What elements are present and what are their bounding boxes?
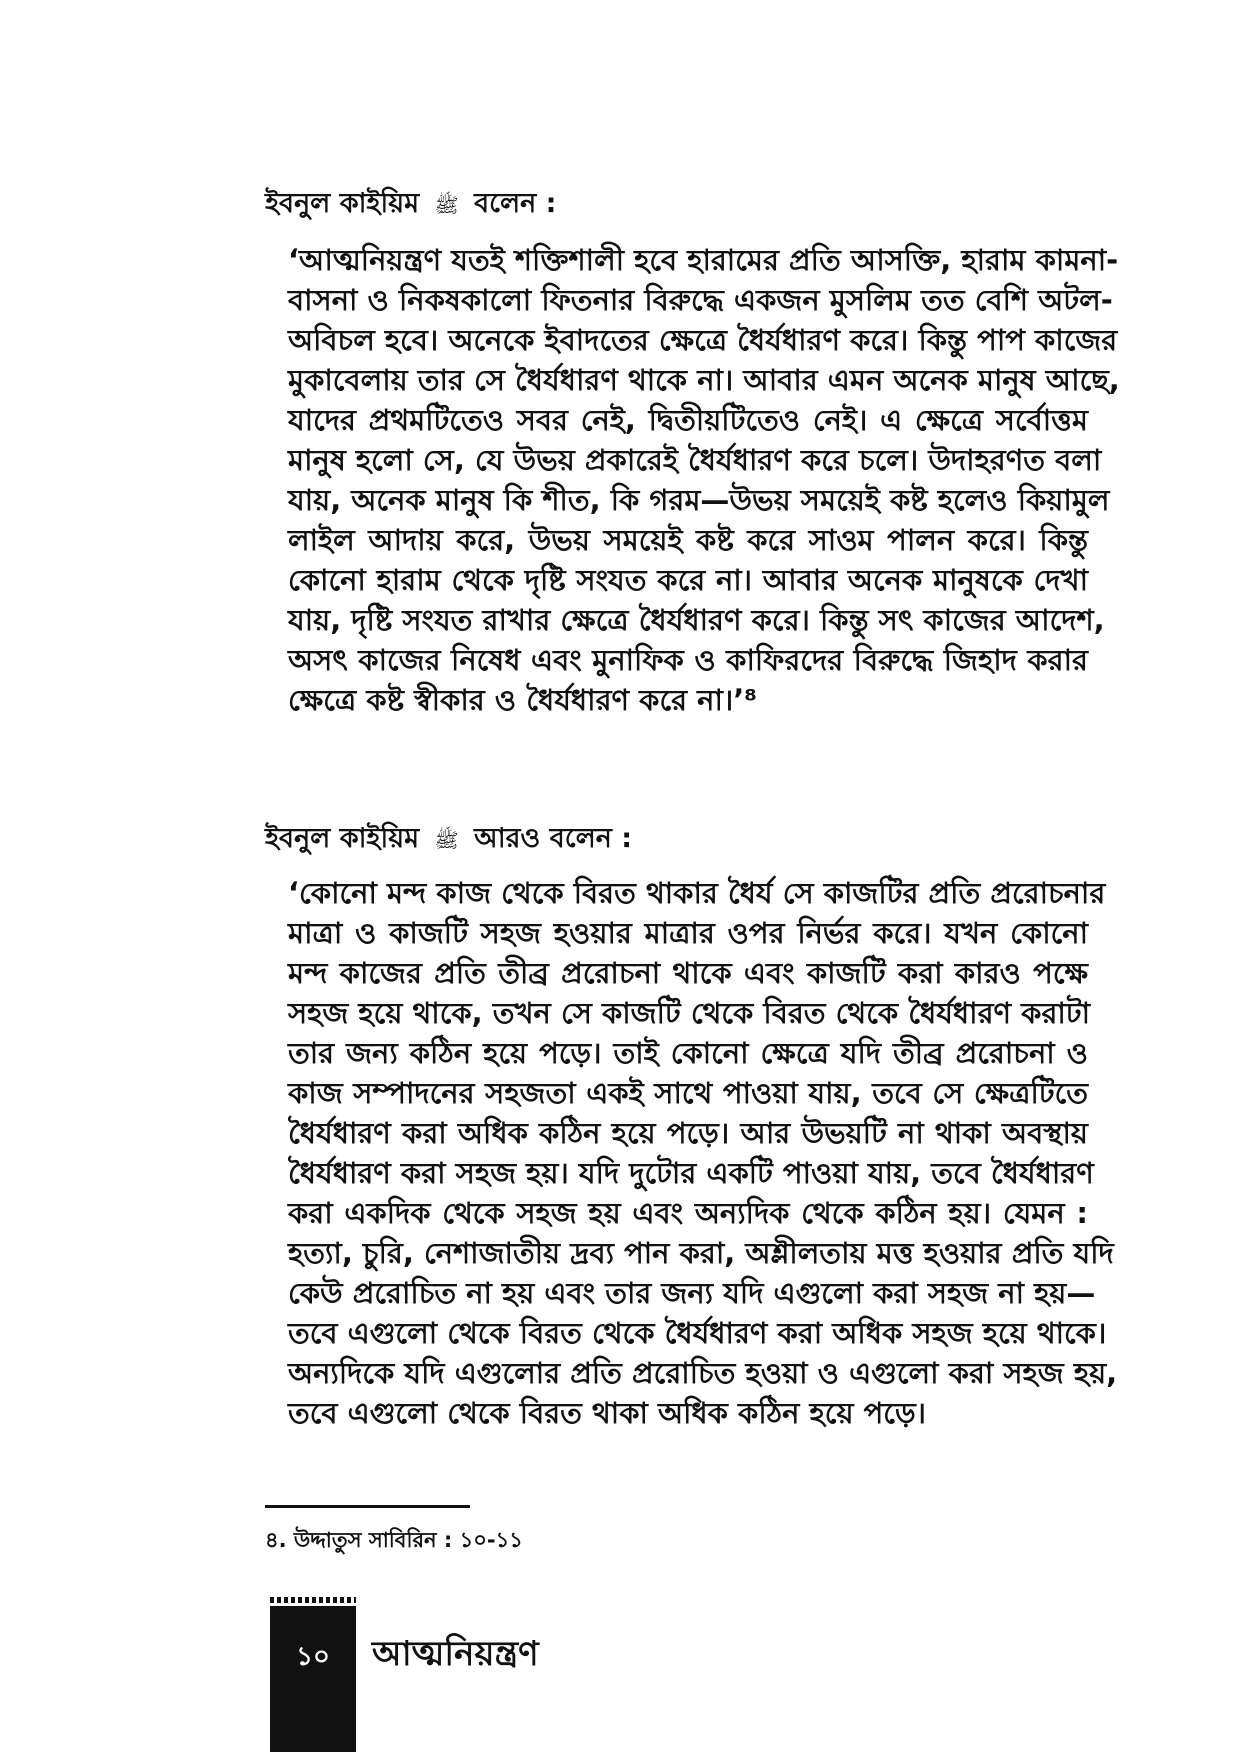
section-1-quote (288, 240, 1120, 720)
quote-line: ধৈর্যধারণ করা সহজ হয়। যদি দুটোর একটি পাওয়া যায়, তবে ধৈর্যধারণ (288, 1156, 1094, 1190)
honorific-glyph: ﷺ (434, 193, 459, 217)
quote-line: হত্যা, চুরি, নেশাজাতীয় দ্রব্য পান করা, অশ্লীলতায় মত্ত হওয়ার প্রতি যদি (288, 1236, 1114, 1270)
honorific-glyph: ﷺ (434, 828, 459, 852)
quote-line: তবে এগুলো থেকে বিরত থেকে ধৈর্যধারণ করা অধিক সহজ হয়ে থাকে। (288, 1316, 1107, 1350)
quote-line: কেউ প্ররোচিত না হয় এবং তার জন্য যদি এগুলো করা সহজ না হয়— (288, 1276, 1096, 1310)
quote-line: মানুষ হলো সে, যে উভয় প্রকারেই ধৈর্যধারণ করে চলে। উদাহরণত বলা (288, 443, 1102, 477)
quote-line: কোনো হারাম থেকে দৃষ্টি সংযত করে না। আবার অনেক মানুষকে দেখা (288, 563, 1088, 597)
running-book-title: আত্মনিয়ন্ত্রণ (372, 1634, 539, 1674)
section-2-author: ইবনুল কাইয়িম (265, 823, 420, 854)
quote-line: মাত্রা ও কাজটি সহজ হওয়ার মাত্রার ওপর নির্ভর করে। যখন কোনো (288, 916, 1088, 950)
page-number: ১০ (296, 1642, 330, 1672)
quote-line: তার জন্য কঠিন হয়ে পড়ে। তাই কোনো ক্ষেত্রে যদি তীব্র প্ররোচনা ও (288, 1036, 1088, 1070)
quote-line: ‘আত্মনিয়ন্ত্রণ যতই শক্তিশালী হবে হারামের প্রতি আসক্তি, হারাম কামনা- (288, 243, 1119, 277)
quote-line: বাসনা ও নিকষকালো ফিতনার বিরুদ্ধে একজন মুসলিম তত বেশি অটল- (288, 283, 1113, 317)
quote-line: ‘কোনো মন্দ কাজ থেকে বিরত থাকার ধৈর্য সে কাজটির প্রতি প্ররোচনার (288, 876, 1106, 910)
page-tab-perforation (270, 1597, 356, 1603)
section-2-heading (265, 818, 632, 863)
quote-line: যাদের প্রথমটিতেও সবর নেই, দ্বিতীয়টিতেও নেই। এ ক্ষেত্রে সর্বোত্তম (288, 403, 1088, 437)
quote-line: যায়, দৃষ্টি সংযত রাখার ক্ষেত্রে ধৈর্যধারণ করে। কিন্তু সৎ কাজের আদেশ, (288, 603, 1105, 637)
quote-line: অসৎ কাজের নিষেধ এবং মুনাফিক ও কাফিরদের বিরুদ্ধে জিহাদ করার (288, 643, 1088, 677)
quote-line: করা একদিক থেকে সহজ হয় এবং অন্যদিক থেকে কঠিন হয়। যেমন : (288, 1196, 1088, 1230)
section-1-heading (265, 183, 556, 228)
quote-line: যায়, অনেক মানুষ কি শীত, কি গরম—উভয় সময়েই কষ্ট হলেও কিয়ামুল (288, 483, 1110, 517)
quote-line: তবে এগুলো থেকে বিরত থাকা অধিক কঠিন হয়ে পড়ে। (288, 1396, 927, 1430)
quote-line: লাইল আদায় করে, উভয় সময়েই কষ্ট করে সাওম পালন করে। কিন্তু (288, 523, 1088, 557)
quote-line: অবিচল হবে। অনেকে ইবাদতের ক্ষেত্রে ধৈর্যধারণ করে। কিন্তু পাপ কাজের (288, 323, 1118, 357)
quote-line: ধৈর্যধারণ করা অধিক কঠিন হয়ে পড়ে। আর উভয়টি না থাকা অবস্থায় (288, 1116, 1088, 1150)
quote-line: মন্দ কাজের প্রতি তীব্র প্ররোচনা থাকে এবং কাজটি করা কারও পক্ষে (288, 956, 1088, 990)
section-2-quote (288, 873, 1118, 1433)
section-1-verb: বলেন : (474, 188, 557, 219)
section-2-verb: আরও বলেন : (474, 823, 633, 854)
quote-line: মুকাবেলায় তার সে ধৈর্যধারণ থাকে না। আবার এমন অনেক মানুষ আছে, (288, 363, 1120, 397)
footnote: ৪. উদ্দাতুস সাবিরিন : ১০-১১ (265, 1528, 523, 1552)
quote-line: অন্যদিকে যদি এগুলোর প্রতি প্ররোচিত হওয়া ও এগুলো করা সহজ হয়, (288, 1356, 1118, 1390)
quote-line: ক্ষেত্রে কষ্ট স্বীকার ও ধৈর্যধারণ করে না।’⁸ (288, 683, 757, 717)
footnote-divider (265, 1505, 470, 1508)
quote-line: সহজ হয়ে থাকে, তখন সে কাজটি থেকে বিরত থেকে ধৈর্যধারণ করাটা (288, 996, 1091, 1030)
section-1-author: ইবনুল কাইয়িম (265, 188, 420, 219)
quote-line: কাজ সম্পাদনের সহজতা একই সাথে পাওয়া যায়, তবে সে ক্ষেত্রটিতে (288, 1076, 1088, 1110)
